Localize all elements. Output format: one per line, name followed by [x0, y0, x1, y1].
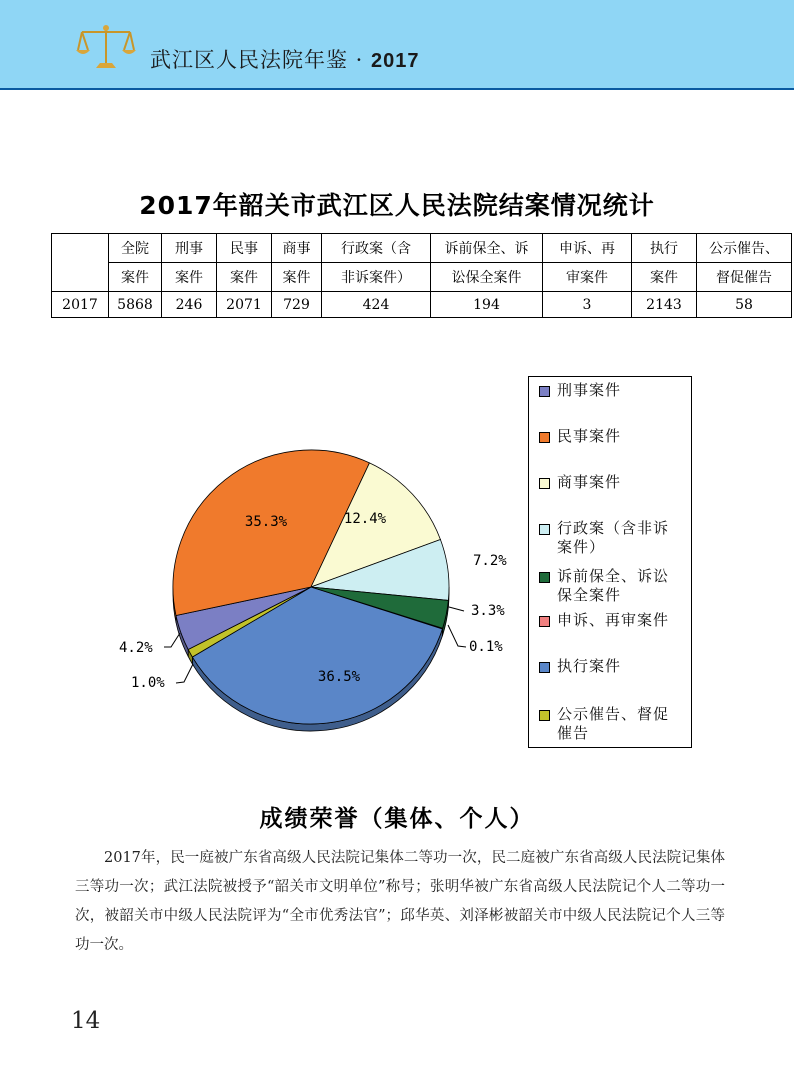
table-cell: 424: [322, 292, 431, 318]
table-header-cell: 非诉案件）: [322, 263, 431, 292]
table-cell: 246: [162, 292, 217, 318]
header-year: 2017: [371, 50, 420, 72]
table-header-cell: 全院: [109, 234, 162, 263]
legend-swatch: [539, 524, 550, 535]
table-header-cell: 刑事: [162, 234, 217, 263]
legend-label: [557, 381, 691, 400]
legend-label-line: 催告: [557, 724, 590, 742]
legend-label-line: 诉前保全、诉讼: [557, 567, 670, 585]
legend-label: [557, 427, 691, 446]
pie-data-label: 3.3%: [471, 603, 505, 619]
legend-label-line: 民事案件: [557, 427, 622, 445]
table-header-cell: 商事: [272, 234, 322, 263]
table-header-cell: 案件: [217, 263, 272, 292]
legend-label: [557, 611, 691, 630]
legend-label-line: 保全案件: [557, 586, 622, 604]
legend-swatch: [539, 710, 550, 721]
legend-swatch: [539, 386, 550, 397]
table-cell: 2071: [217, 292, 272, 318]
page-number: 14: [71, 1008, 101, 1034]
legend-label: [557, 657, 691, 676]
section-title: 成绩荣誉（集体、个人）: [259, 806, 535, 832]
table-header-cell: 讼保全案件: [431, 263, 543, 292]
table-header-cell: 公示催告、: [697, 234, 792, 263]
legend-label-line: 公示催告、督促: [557, 705, 670, 723]
table-header-cell: 诉前保全、诉: [431, 234, 543, 263]
legend-swatch: [539, 572, 550, 583]
legend-label: [557, 567, 691, 605]
label-leader-line: [164, 633, 180, 647]
header-title: 武江区人民法院年鉴 · 2017: [150, 48, 420, 72]
legend-label-line: 案件）: [557, 538, 606, 556]
table-cell: 2017: [52, 292, 109, 318]
pie-data-label: 4.2%: [119, 640, 153, 656]
legend-swatch: [539, 478, 550, 489]
legend-label: [557, 705, 691, 743]
document-title: 2017年韶关市武江区人民法院结案情况统计: [139, 191, 655, 220]
legend-label-line: 申诉、再审案件: [557, 611, 670, 629]
honors-paragraph: 2017年，民一庭被广东省高级人民法院记集体二等功一次，民二庭被广东省高级人民法院记集体三等功一次；武江法院被授予“韶关市文明单位”称号；张明华被广东省高级人民法院记个人二等功一次，被韶关市中级人民法院评为“全市优秀法官”；邱华英、刘泽彬被韶关市中级人民法院记个人三等功一次。: [75, 850, 725, 953]
legend-swatch: [539, 616, 550, 627]
table-cell: 58: [697, 292, 792, 318]
table-header-cell: 案件: [109, 263, 162, 292]
legend-label-line: 执行案件: [557, 657, 622, 675]
legend-label-line: 行政案（含非诉: [557, 519, 670, 537]
table-header-cell: 案件: [632, 263, 697, 292]
table-header-cell: 案件: [272, 263, 322, 292]
legend-label-line: 刑事案件: [557, 381, 622, 399]
label-leader-line: [176, 664, 193, 683]
table-cell: 2143: [632, 292, 697, 318]
legend-label: [557, 519, 691, 557]
pie-data-label: 1.0%: [131, 675, 165, 691]
legend-swatch: [539, 662, 550, 673]
legend-label: [557, 473, 691, 492]
label-leader-line: [449, 607, 464, 611]
table-cell: 194: [431, 292, 543, 318]
label-leader-line: [448, 625, 466, 647]
pie-data-label: 7.2%: [473, 553, 507, 569]
table-cell: 5868: [109, 292, 162, 318]
table-cell: 729: [272, 292, 322, 318]
chart-legend: [528, 376, 692, 748]
pie-data-label: 0.1%: [469, 639, 503, 655]
table-cell: 3: [543, 292, 632, 318]
table-header-cell: 执行: [632, 234, 697, 263]
legend-label-line: 商事案件: [557, 473, 622, 491]
pie-data-label: 36.5%: [317, 669, 361, 685]
legend-swatch: [539, 432, 550, 443]
pie-data-label: 12.4%: [343, 511, 387, 527]
table-header-cell: 行政案（含: [322, 234, 431, 263]
table-header-cell: 督促催告: [697, 263, 792, 292]
pie-data-label: 35.3%: [244, 514, 288, 530]
table-header-cell: 案件: [162, 263, 217, 292]
table-header-cell: 民事: [217, 234, 272, 263]
table-header-cell: 审案件: [543, 263, 632, 292]
table-header-cell: 申诉、再: [543, 234, 632, 263]
